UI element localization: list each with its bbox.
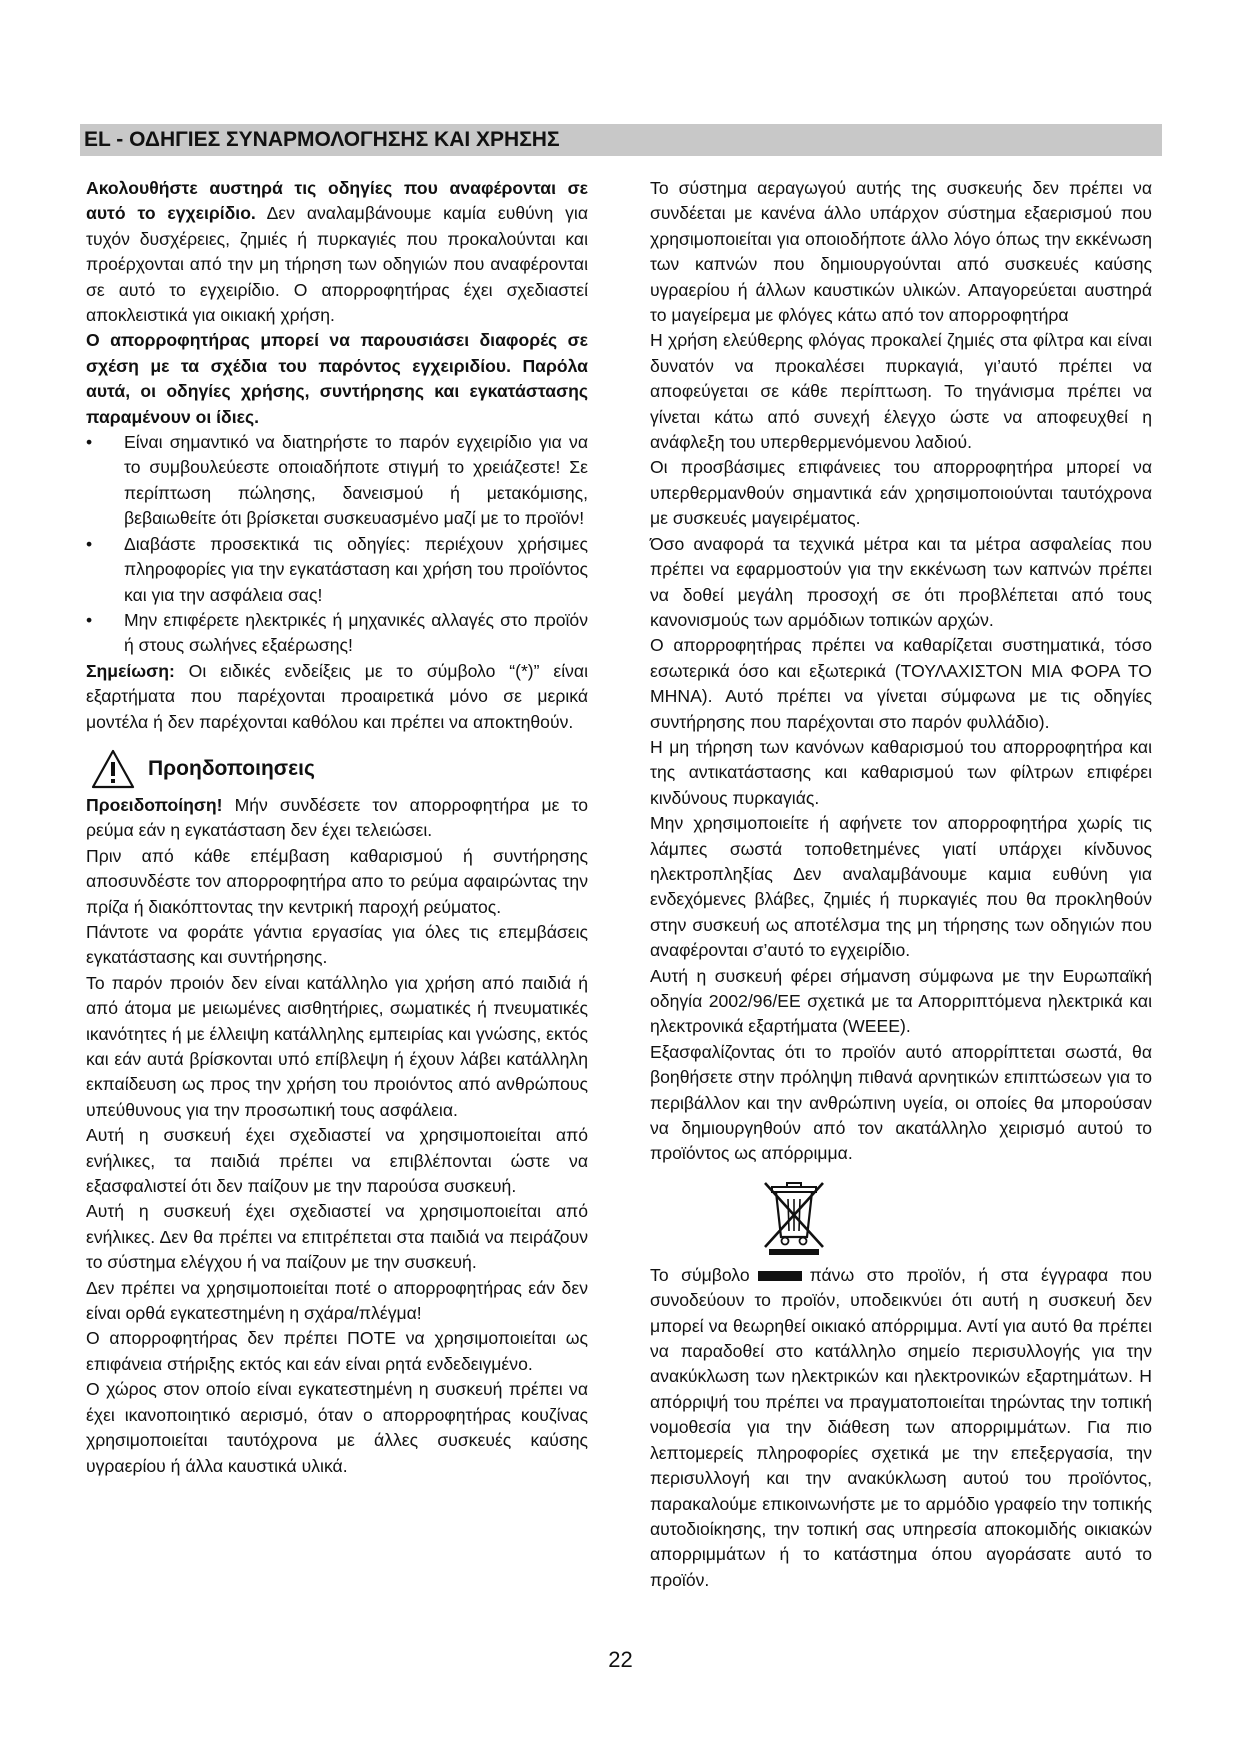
paragraph: Οι προσβάσιμες επιφάνειες του απορροφητήρα μπορεί να υπερθερμανθούν σημαντικά εάν χρησιμοποιούνται ταυτόχρονα με συσκευές μαγειρέματος. <box>650 457 1152 529</box>
intro-rest: Δεν αναλαμβάνουμε καμία ευθύνη για τυχόν δυσχέρειες, ζημιές ή πυρκαγιές που προκαλούνται και προέρχονται από την μη τήρηση των οδηγιών που αναφέρονται σε αυτό το εγχειρίδιο. Ο απορροφητήρας έχει σχεδιαστεί αποκλειστικά για οικιακή χρήση. <box>86 203 588 326</box>
right-column <box>650 176 1152 1593</box>
warnings-heading <box>86 745 588 793</box>
note-paragraph <box>86 659 588 735</box>
symbol-paragraph <box>650 1263 1152 1593</box>
paragraph: Δεν πρέπει να χρησιμοποιείται ποτέ ο απορροφητήρας εάν δεν είναι ορθά εγκατεστημένη η σχάρα/πλέγμα! <box>86 1277 588 1324</box>
warning-triangle-icon <box>90 748 136 790</box>
section-title: EL - ΟΔΗΓΙΕΣ ΣΥΝΑΡΜΟΛΟΓΗΣΗΣ ΚΑΙ ΧΡΗΣΗΣ <box>84 128 560 151</box>
paragraph: Μην χρησιμοποιείτε ή αφήνετε τον απορροφητήρα χωρίς τις λάμπες σωστά τοποθετημένες γιατί υπάρχει κίνδυνος ηλεκτροπληξίας Δεν αναλαμβάνουμε καμια ευθύνη για ενδεχόμενες βλάβες, ζημιές ή πυρκαγιές που θα προκληθούν στην συσκευή ως αποτέλσμα της μη τήρησης των οδηγιών που αναφέρονται σ’αυτό το εγχειρίδιο. <box>650 813 1152 961</box>
paragraph: Ο απορροφητήρας δεν πρέπει ΠΟΤΕ να χρησιμοποιείται ως επιφάνεια στήριξης εκτός και εάν είναι ρητά ενδεδειγμένο. <box>86 1328 588 1374</box>
intro-paragraph <box>86 176 588 328</box>
paragraph: Όσο αναφορά τα τεχνικά μέτρα και τα μέτρα ασφαλείας που πρέπει να εφαρμοστούν για την εκκένωση των καπνών πρέπει να δοθεί μεγάλη προσοχή σε ότι προβλέπεται από τους κανονισμούς των αρμόδιων τοπικών αρχών. <box>650 533 1152 630</box>
page-number: 22 <box>608 1647 633 1672</box>
paragraph: Η μη τήρηση των κανόνων καθαρισμού του απορροφητήρα και της αντικατάστασης και καθαρισμού των φίλτρων επιφέρει κινδύνους πυρκαγιάς. <box>650 736 1152 808</box>
list-item: • Είναι σημαντικό να διατηρήστε το παρόν εγχειρίδιο για να το συμβουλεύεστε οποιαδήποτε στιγμή το χρειάζεστε! Σε περίπτωση πώλησης, δανεισμού ή μετακόμισης, βεβαιωθείτε ότι βρίσκεται συσκευασμένο μαζί με το προϊόν! <box>86 430 588 532</box>
warning-paragraph <box>86 793 588 844</box>
warning-label: Προειδοποίηση! <box>86 794 223 815</box>
paragraph: Ο απορροφητήρας πρέπει να καθαρίζεται συστηματικά, τόσο εσωτερικά όσο και εξωτερικά (ΤΟΥΛΑΧΙΣΤΟΝ ΜΙΑ ΦΟΡΑ ΤΟ ΜΗΝΑ). Αυτό πρέπει να γίνεται σύμφωνα με τις οδηγίες συντήρησης που παρέχονται στο παρόν φυλλάδιο). <box>650 635 1152 732</box>
variation-paragraph: Ο απορροφητήρας μπορεί να παρουσιάσει διαφορές σε σχέση με τα σχέδια του παρόντος εγχειριδίου. Παρόλα αυτά, οι οδηγίες χρήσης, συντήρησης και εγκατάστασης παραμένουν οι ίδιες. <box>86 330 588 427</box>
black-bar-symbol-icon <box>758 1271 802 1281</box>
paragraph: Αυτή η συσκευή φέρει σήμανση σύμφωνα με την Ευρωπαϊκή οδηγία 2002/96/ΕΕ σχετικά με τα Απορριπτόμενα ηλεκτρικά και ηλεκτρονικά εξαρτήματα (WEEE). <box>650 965 1152 1037</box>
paragraph: Αυτή η συσκευή έχει σχεδιαστεί να χρησιμοποιείται από ενήλικες. Δεν θα πρέπει να επιτρέπεται στα παιδιά να πειράζουν το σύστημα ελέγχου ή να παίζουν με την συσκευή. <box>86 1201 588 1273</box>
left-column <box>86 176 588 1479</box>
note-label: Σημείωση: <box>86 660 175 681</box>
section-header <box>80 124 1162 156</box>
warnings-title: Προηδοποιησεις <box>148 757 315 781</box>
list-item: • Μην επιφέρετε ηλεκτρικές ή μηχανικές αλλαγές στο προϊόν ή στους σωλήνες εξαέρωσης! <box>86 608 588 659</box>
intro-bold: Ακολουθήστε αυστηρά τις οδηγίες που αναφέρονται σε αυτό το εγχειρίδιο. <box>86 178 588 224</box>
paragraph: Το παρόν προιόν δεν είναι κατάλληλο για χρήση από παιδιά ή από άτομα με μειωμένες αισθητήριες, σωματικές ή πνευματικές ικανότητες ή με έλλειψη κατάλληλης εμπειρίας και γνώσης, εκτός και εάν αυτά βρίσκονται υπό επίβλεψη ή έχουν λάβει κατάλληλη εκπαίδευση ως προς την χρήση του προιόντος από ανθρώπους υπεύθυνους για την προσωπική τους ασφάλεια. <box>86 972 588 1120</box>
note-text: Οι ειδικές ενδείξεις με το σύμβολο “(*)” είναι εξαρτήματα που παρέχονται προαιρετικά μόνο σε μερικά μοντέλα ή δεν παρέχονται καθόλου και πρέπει να αποκτηθούν. <box>86 660 588 732</box>
paragraph: Πάντοτε να φοράτε γάντια εργασίας για όλες τις επεμβάσεις εγκατάστασης και συντήρησης. <box>86 921 588 968</box>
crossed-bin-icon <box>760 1181 828 1255</box>
symbol-text: πάνω στο προϊόν, ή στα έγγραφα που συνοδεύουν το προϊόν, υποδεικνύει ότι αυτή η συσκευή δεν μπορεί να θεωρηθεί οικιακό απόρριμμα. Αντί για αυτό θα πρέπει να παραδοθεί στο κατάλληλο σημείο περισυλλογής για την ανακύκλωση των ηλεκτρικών και ηλεκτρονικών εξαρτημάτων. Η απόρριψή του πρέπει να πραγματοποιείται τηρώντας την τοπική νομοθεσία για την διάθεση των απορριμμάτων. Για πιο λεπτομερείς πληροφορίες σχετικά με την επεξεργασία, την περισυλλογή και την ανακύκλωση αυτού του προϊόντος, παρακαλούμε επικοινωνήστε με το αρμόδιο γραφείο την τοπικής αυτοδιοίκησης, την τοπική σας υπηρεσία αποκομιδής οικιακών απορριμμάτων ή το κατάστημα όπου αγοράσατε αυτό το προϊόν. <box>650 1264 1152 1590</box>
paragraph: Το σύστημα αεραγωγού αυτής της συσκευής δεν πρέπει να συνδέεται με κανένα άλλο υπάρχον σύστημα εξαερισμού που χρησιμοποιείται για οποιοδήποτε άλλο λόγο όπως την εκκένωση των καπνών που δημιουργούνται από συσκευές καύσης υγραερίου ή άλλων καυστικών υλικών. Απαγορεύεται αυστηρά το μαγείρεμα με φλόγες κάτω από τον απορροφητήρα <box>650 178 1152 326</box>
paragraph: Αυτή η συσκευή έχει σχεδιαστεί να χρησιμοποιείται από ενήλικες, τα παιδιά πρέπει να επιβλέπονται ώστε να εξασφαλιστεί ότι δεν παίζουν με την παρούσα συσκευή. <box>86 1125 588 1197</box>
paragraph: Ο χώρος στον οποίο είναι εγκατεστημένη η συσκευή πρέπει να έχει ικανοποιητικό αερισμό, όταν ο απορροφητήρας κουζίνας χρησιμοποιείται ταυτόχρονα με άλλες συσκευές καύσης υγραερίου ή άλλα καυστικά υλικά. <box>86 1379 588 1476</box>
warning-text: Μήν συνδέσετε τον απορροφητήρα με το ρεύμα εάν η εγκατάσταση δεν έχει τελειώσει. <box>86 794 588 841</box>
weee-symbol-area <box>650 1167 1152 1263</box>
paragraph: Πριν από κάθε επέμβαση καθαρισμού ή συντήρησης αποσυνδέστε τον απορροφητήρα απο το ρεύμα αφαιρώντας την πρίζα ή διακόπτοντας την κεντρική παροχή ρεύματος. <box>86 845 588 917</box>
paragraph: Η χρήση ελεύθερης φλόγας προκαλεί ζημιές στα φίλτρα και είναι δυνατόν να προκαλέσει πυρκαγιά, γι’αυτό πρέπει να αποφεύγεται σε κάθε περίπτωση. Το τηγάνισμα πρέπει να γίνεται κάτω από συνεχή έλεγχο ώστε να αποφευχθεί η ανάφλεξη του υπερθερμενόμενου λαδιού. <box>650 330 1152 453</box>
paragraph: Εξασφαλίζοντας ότι το προϊόν αυτό απορρίπτεται σωστά, θα βοηθήσετε στην πρόληψη πιθανά αρνητικών επιπτώσεων για το περιβάλλον και την ανθρώπινη υγεία, οι οποίες θα μπορούσαν να δημιουργηθούν από τον ακατάλληλο χειρισμό αυτού το προϊόντος ως απόρριμμα. <box>650 1041 1152 1164</box>
list-item: • Διαβάστε προσεκτικά τις οδηγίες: περιέχουν χρήσιμες πληροφορίες για την εγκατάσταση και χρήση του προϊόντος και για την ασφάλεια σας! <box>86 532 588 608</box>
symbol-prefix: Το σύμβολο <box>650 1264 750 1285</box>
instruction-list <box>86 430 588 659</box>
